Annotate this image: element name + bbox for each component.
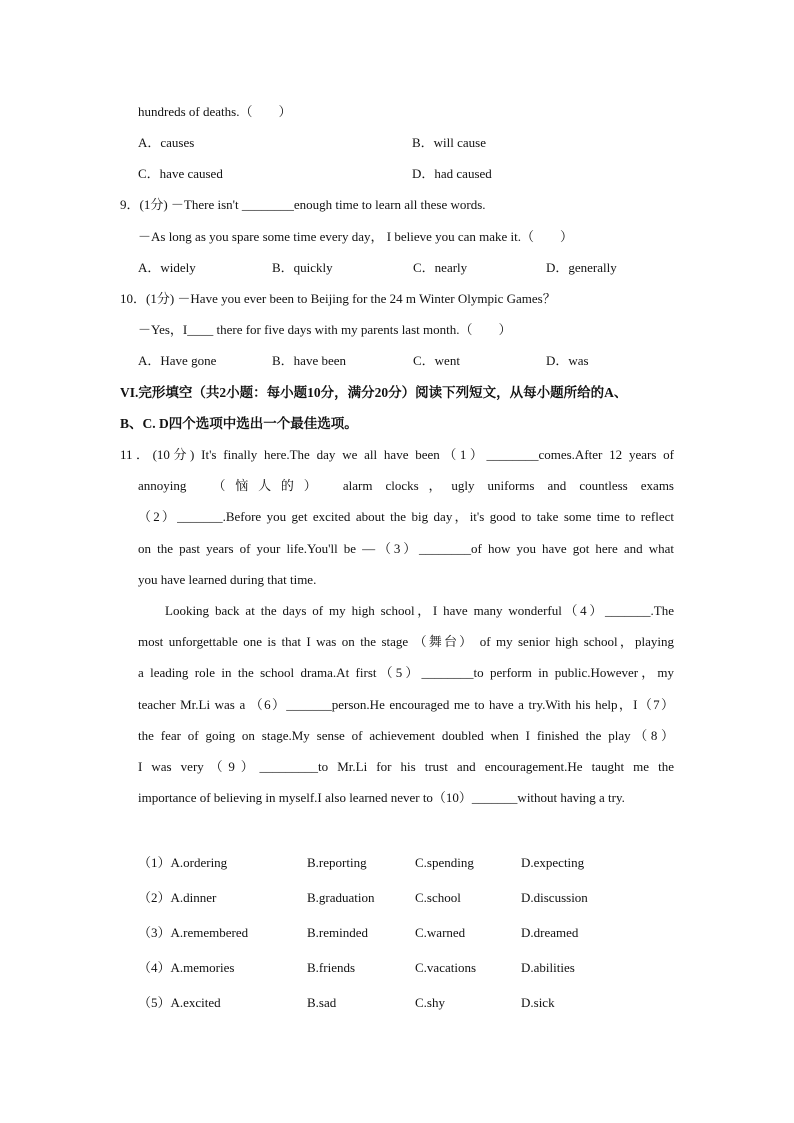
choice-c[interactable]: C.vacations (415, 960, 477, 975)
q11-passage-line: most unforgettable one is that I was on the stage （舞台） of my senior high school，playing (138, 634, 674, 649)
q8-option-b[interactable]: B．will cause (412, 135, 487, 150)
q11-passage-line: the fear of going on stage.My sense of achievement doubled when I finished the play（8） (138, 728, 674, 743)
choice-d[interactable]: D.expecting (521, 855, 585, 870)
q11-passage-line: teacher Mr.Li was a （6）_______person.He encouraged me to have a try.With his help，I（7） (138, 697, 674, 712)
choice-a[interactable]: （4）A.memories (138, 960, 235, 975)
q11-passage-line: Looking back at the days of my high school，I have many wonderful（4）_______.The (165, 603, 674, 618)
q11-passage-line: you have learned during that time. (138, 572, 317, 587)
choice-d[interactable]: D.dreamed (521, 925, 579, 940)
q10-option-d[interactable]: D．was (546, 353, 589, 368)
choice-c[interactable]: C.warned (415, 925, 466, 940)
q10-option-a[interactable]: A．Have gone (138, 353, 217, 368)
q10-dialogue: －Yes，I____ there for five days with my parents last month.（ ） (138, 322, 512, 337)
choice-a[interactable]: （2）A.dinner (138, 890, 217, 905)
choice-b[interactable]: B.sad (307, 995, 337, 1010)
q9-option-c[interactable]: C．nearly (413, 260, 468, 275)
q11-passage-line: 11．(10分) It's finally here.The day we all have been（1）________comes.After 12 years of (120, 447, 674, 462)
choice-c[interactable]: C.shy (415, 995, 445, 1010)
choice-d[interactable]: D.sick (521, 995, 555, 1010)
q11-passage-line: annoying （恼人的） alarm clocks，ugly uniforms and countless exams (138, 478, 674, 493)
q9-stem: 9．(1分) －There isn't ________enough time to learn all these words. (120, 197, 486, 212)
choice-b[interactable]: B.reminded (307, 925, 369, 940)
q11-passage-line: importance of believing in myself.I also learned never to（10）_______without having a try. (138, 790, 625, 805)
choice-b[interactable]: B.reporting (307, 855, 367, 870)
q11-passage-line: （2）_______.Before you get excited about the big day，it's good to take some time to reflect (138, 509, 674, 524)
section-heading-cont: B、C. D四个选项中选出一个最佳选项。 (120, 416, 358, 431)
choice-b[interactable]: B.friends (307, 960, 356, 975)
q8-option-d[interactable]: D．had caused (412, 166, 492, 181)
choice-d[interactable]: D.abilities (521, 960, 575, 975)
choice-c[interactable]: C.school (415, 890, 461, 905)
choice-a[interactable]: （1）A.ordering (138, 855, 228, 870)
section-heading: VI.完形填空（共2小题：每小题10分，满分20分）阅读下列短文，从每小题所给的A、 (120, 385, 628, 400)
q10-option-b[interactable]: B．have been (272, 353, 347, 368)
q10-stem: 10．(1分) －Have you ever been to Beijing for the 24 m Winter Olympic Games？ (120, 291, 556, 306)
q10-option-c[interactable]: C．went (413, 353, 460, 368)
q9-option-b[interactable]: B．quickly (272, 260, 333, 275)
q9-option-a[interactable]: A．widely (138, 260, 196, 275)
choice-a[interactable]: （5）A.excited (138, 995, 221, 1010)
q8-option-c[interactable]: C．have caused (138, 166, 223, 181)
choice-b[interactable]: B.graduation (307, 890, 375, 905)
q9-dialogue: －As long as you spare some time every day， I believe you can make it.（ ） (138, 229, 574, 244)
q9-option-d[interactable]: D．generally (546, 260, 617, 275)
q8-option-a[interactable]: A．causes (138, 135, 195, 150)
q8-stem: hundreds of deaths.（ ） (138, 104, 292, 119)
choice-d[interactable]: D.discussion (521, 890, 588, 905)
choice-c[interactable]: C.spending (415, 855, 474, 870)
q11-passage-line: a leading role in the school drama.At first（5）________to perform in public.However，my (138, 665, 674, 680)
choice-a[interactable]: （3）A.remembered (138, 925, 249, 940)
q11-passage-line: on the past years of your life.You'll be —（3）________of how you have got here and what (138, 541, 674, 556)
q11-passage-line: I was very（9）_________to Mr.Li for his trust and encouragement.He taught me the (138, 759, 674, 774)
